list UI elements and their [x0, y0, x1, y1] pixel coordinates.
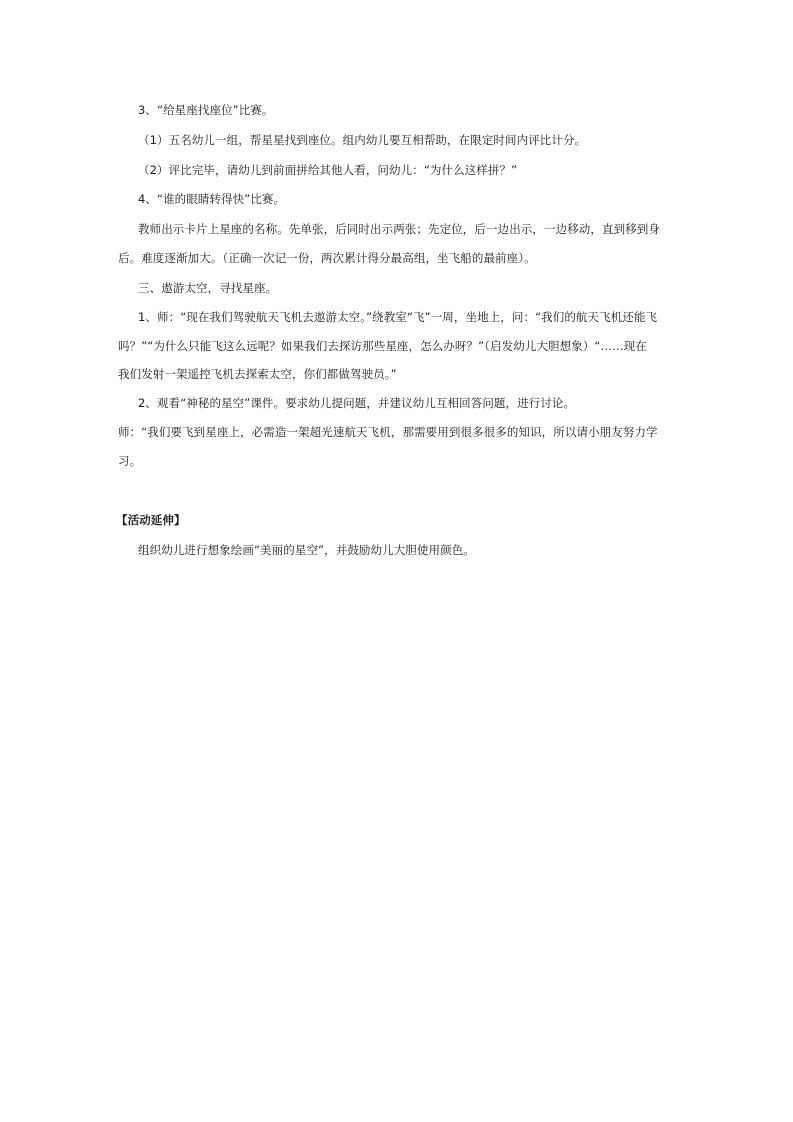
teacher-quote-line-1: 师：“我们要飞到星座上，必需造一架超光速航天飞机，那需要用到很多很多的知识，所以请小朋友努力学	[118, 425, 658, 439]
step-4-heading: 4、“谁的眼睛转得快”比赛。	[138, 192, 286, 206]
step-3-item-2: （2）评比完毕，请幼儿到前面拼给其他人看，问幼儿：“为什么这样拼？”	[138, 163, 518, 177]
extension-heading: 【活动延伸】	[116, 513, 186, 527]
step-4-paragraph-line-1: 教师出示卡片上星座的名称。先单张，后同时出示两张；先定位，后一边出示，一边移动，直到移到身	[138, 222, 660, 236]
step-3-item-1: （1）五名幼儿一组，帮星星找到座位。组内幼儿要互相帮助，在限定时间内评比计分。	[138, 133, 587, 147]
section-3-item-2: 2、观看“神秘的星空”课件。要求幼儿提问题，并建议幼儿互相回答问题，进行讨论。	[138, 396, 576, 410]
extension-paragraph: 组织幼儿进行想象绘画“美丽的星空”，并鼓励幼儿大胆使用颜色。	[138, 543, 475, 557]
section-3-item-1-line-1: 1、师：“现在我们驾驶航天飞机去遨游太空。”绕教室“飞”一周，坐地上，问：“我们的航天飞机还能飞	[138, 310, 658, 324]
teacher-quote-line-2: 习。	[118, 454, 142, 468]
section-3-heading: 三、遨游太空，寻找星座。	[138, 281, 278, 295]
step-3-heading: 3、“给星座找座位”比赛。	[138, 103, 274, 117]
section-3-item-1-line-3: 我们发射一架遥控飞机去探索太空，你们都做驾驶员。”	[118, 367, 397, 381]
step-4-paragraph-line-2: 后。难度逐渐加大。（正确一次记一份，两次累计得分最高组，坐飞船的最前座）。	[118, 251, 536, 265]
section-3-item-1-line-2: 吗？”“为什么只能飞这么远呢？如果我们去探访那些星座，怎么办呀？”（启发幼儿大胆想象）“……现在	[118, 339, 647, 353]
